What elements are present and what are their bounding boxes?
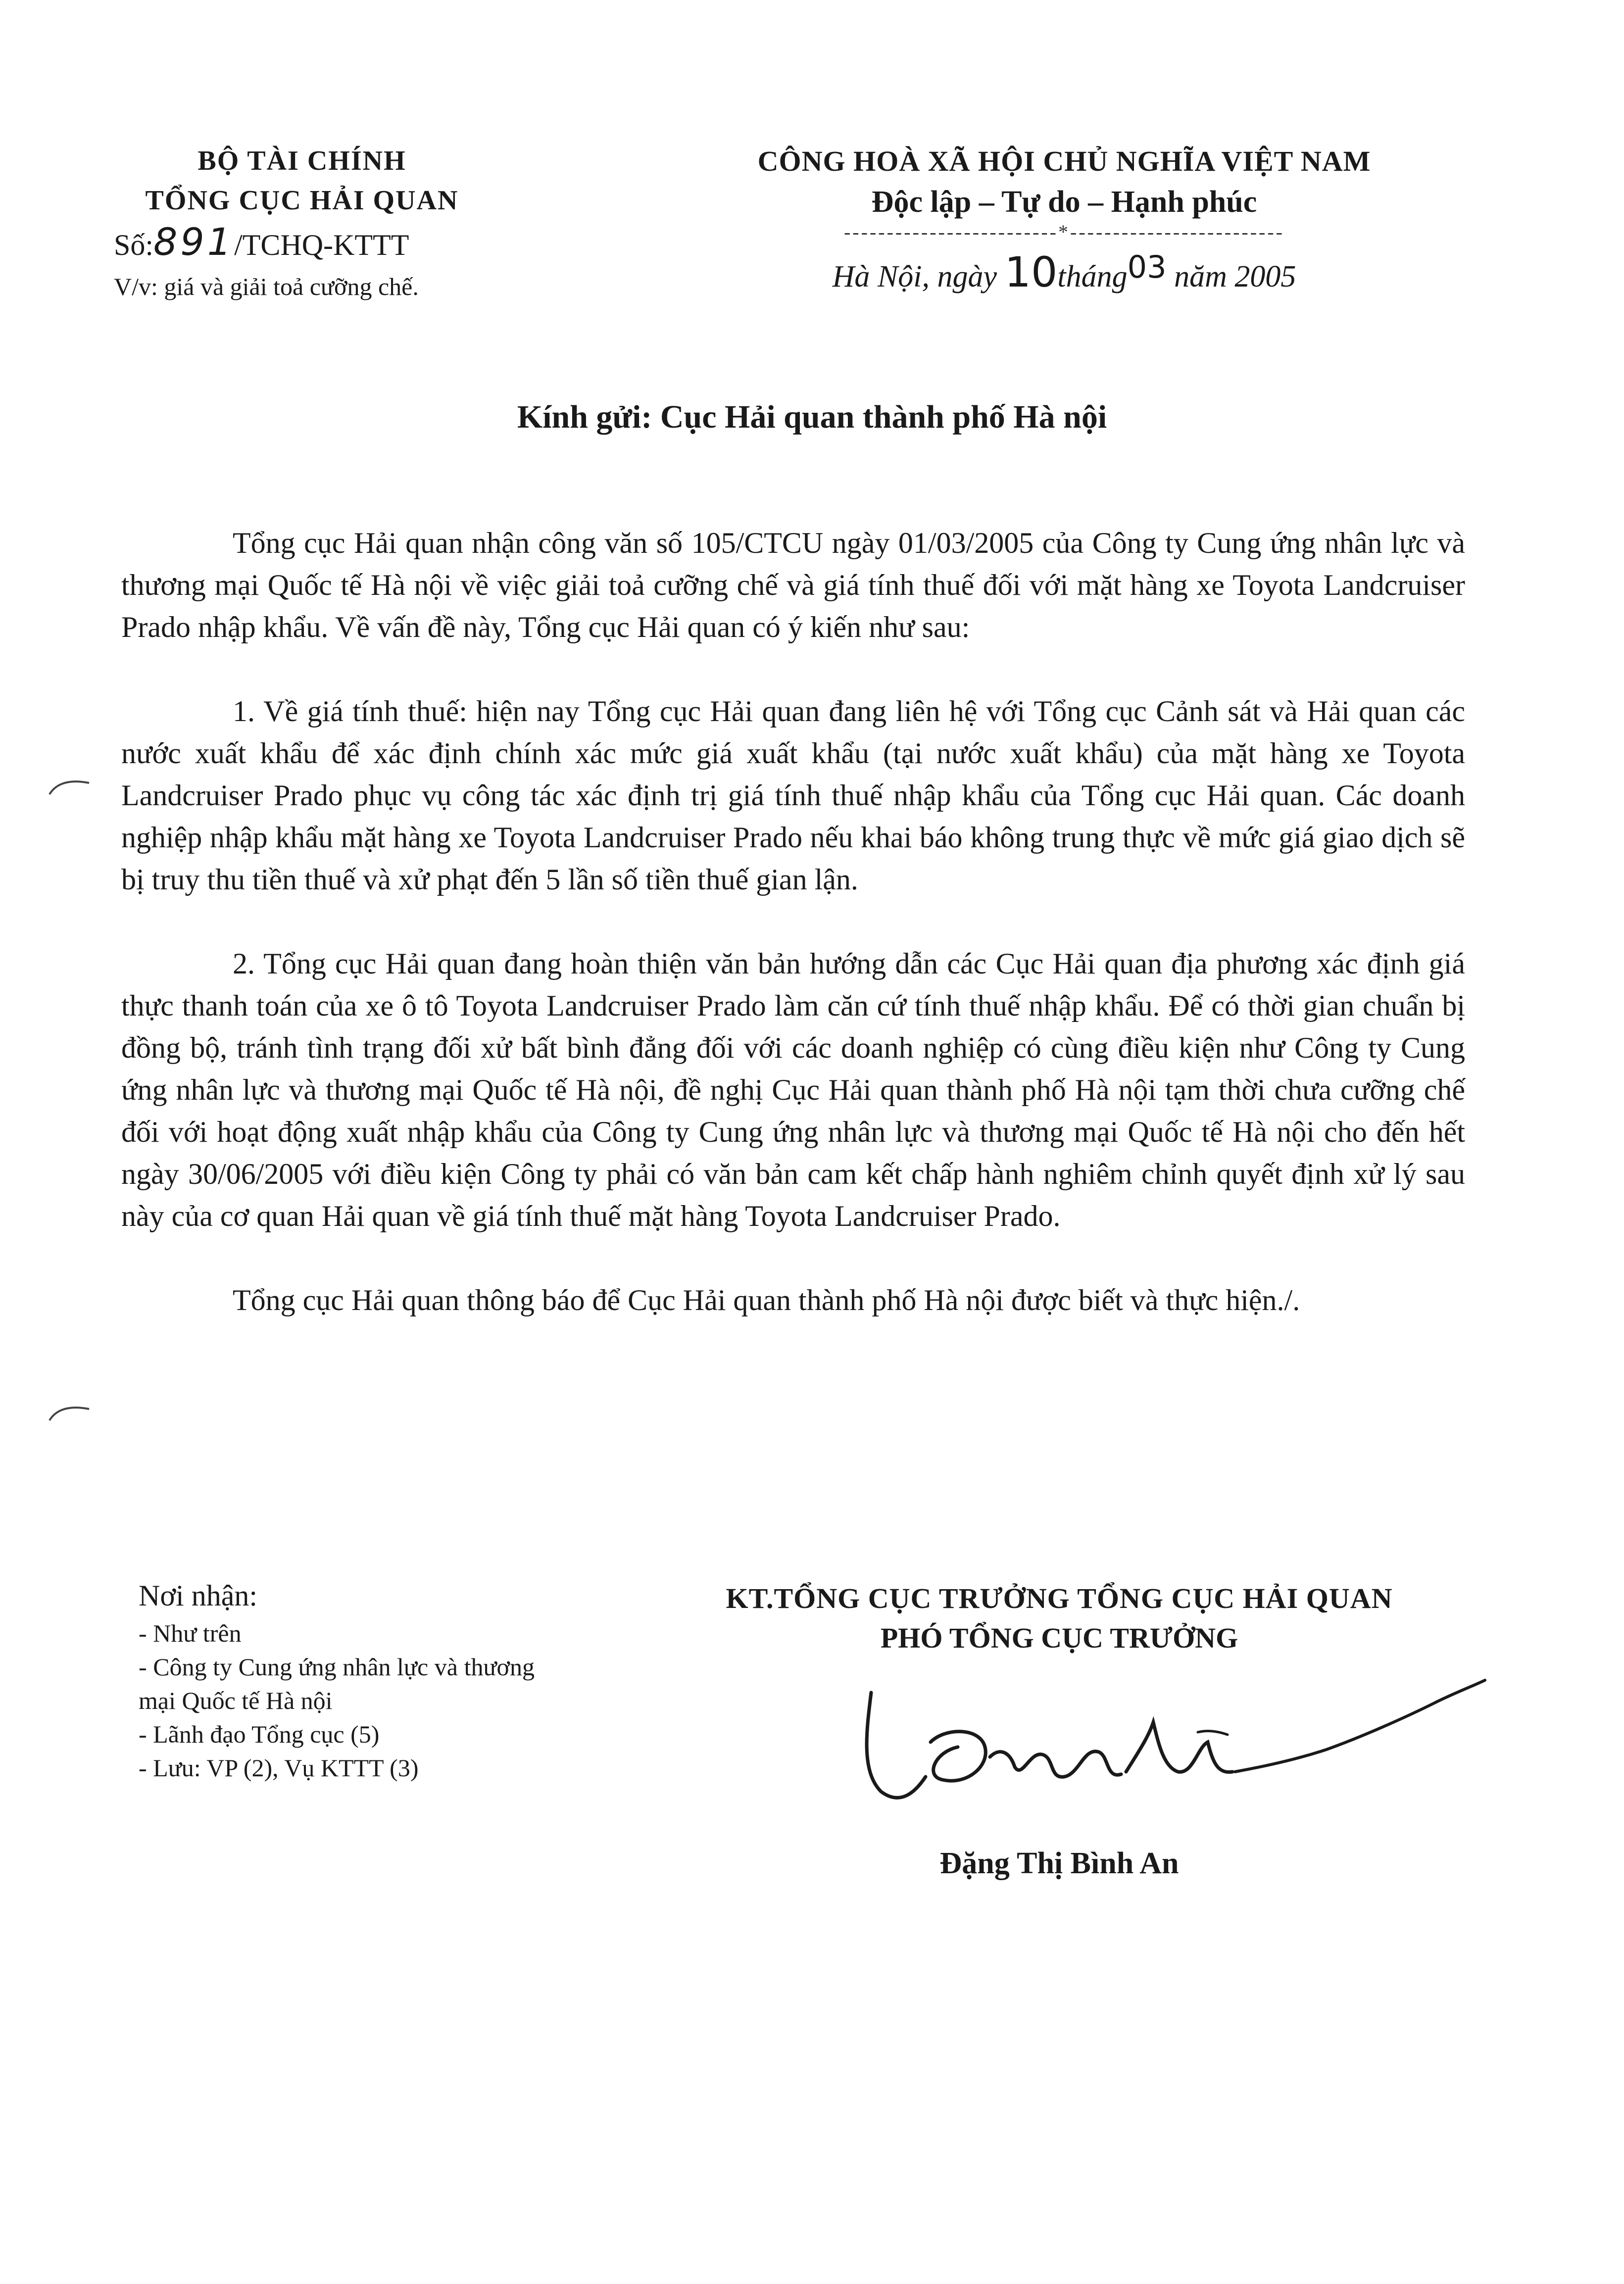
- recipients-block: [139, 1579, 535, 1785]
- date-prefix: Hà Nội, ngày: [832, 260, 997, 293]
- scan-mark-icon: [47, 777, 92, 797]
- recipient-item: - Như trên: [139, 1619, 242, 1647]
- recipient-item: - Lưu: VP (2), Vụ KTTT (3): [139, 1754, 419, 1782]
- recipient-item: - Lãnh đạo Tổng cục (5): [139, 1720, 380, 1748]
- document-number-handwritten: 891: [153, 220, 235, 264]
- national-header: [688, 141, 1440, 297]
- ministry-name: BỘ TÀI CHÍNH: [197, 146, 406, 176]
- body-paragraph-2: 2. Tổng cục Hải quan đang hoàn thiện văn bản hướng dẫn các Cục Hải quan địa phương xác định giá thực thanh toán của xe ô tô Toyota Landcruiser Prado làm căn cứ tính thuế nhập khẩu. Để có thời gian chuẩn bị đồng bộ, tránh tình trạng đối xử bất bình đẳng đối với các doanh nghiệp có cùng điều kiện như Công ty Cung ứng nhân lực và thương mại Quốc tế Hà nội, đề nghị Cục Hải quan thành phố Hà nội tạm thời chưa cưỡng chế đối với hoạt động xuất nhập khẩu của Công ty Cung ứng nhân lực và thương mại Quốc tế Hà nội cho đến hết ngày 30/06/2005 với điều kiện Công ty phải có văn bản cam kết chấp hành nghiêm chỉnh quyết định xử lý sau này của cơ quan Hải quan về giá tính thuế mặt hàng Toyota Landcruiser Prado.: [121, 947, 1465, 1232]
- republic-name: CÔNG HOÀ XÃ HỘI CHỦ NGHĨA VIỆT NAM: [757, 145, 1371, 177]
- document-number-suffix: /TCHQ-KTTT: [234, 229, 409, 261]
- document-number-prefix: Số:: [114, 229, 154, 261]
- body-paragraph-closing: Tổng cục Hải quan thông báo để Cục Hải quan thành phố Hà nội được biết và thực hiện./.: [233, 1284, 1300, 1316]
- handwritten-signature: [851, 1673, 1495, 1821]
- letter-body: [121, 522, 1465, 1321]
- addressee-line: Kính gửi: Cục Hải quan thành phố Hà nội: [517, 399, 1107, 435]
- document-subject: V/v: giá và giải toả cưỡng chế.: [114, 273, 419, 300]
- date-month: 03: [1127, 249, 1167, 285]
- signer-name: Đặng Thị Bình An: [939, 1847, 1179, 1880]
- body-paragraph-intro: Tổng cục Hải quan nhận công văn số 105/CTCU ngày 01/03/2005 của Công ty Cung ứng nhân lực và thương mại Quốc tế Hà nội về việc giải toả cưỡng chế và giá tính thuế đối với mặt hàng xe Toyota Landcruiser Prado nhập khẩu. Về vấn đề này, Tổng cục Hải quan có ý kiến như sau:: [121, 527, 1465, 643]
- scan-mark-icon: [47, 1403, 92, 1423]
- signer-block: [639, 1579, 1480, 1658]
- header-separator: -------------------------*-------------------------: [843, 221, 1284, 243]
- date-month-label: tháng: [1057, 260, 1128, 293]
- recipient-item: - Công ty Cung ứng nhân lực và thương mại Quốc tế Hà nội: [139, 1653, 535, 1714]
- recipients-title: Nơi nhận:: [139, 1579, 258, 1612]
- national-motto: Độc lập – Tự do – Hạnh phúc: [871, 185, 1257, 219]
- date-day: 10: [1004, 248, 1058, 296]
- body-paragraph-1: 1. Về giá tính thuế: hiện nay Tổng cục Hải quan đang liên hệ với Tổng cục Cảnh sát và Hải quan các nước xuất khẩu để xác định chính xác mức giá xuất khẩu (tại nước xuất khẩu) của mặt hàng xe Toyota Landcruiser Prado phục vụ công tác xác định trị giá tính thuế nhập khẩu của Tổng cục Hải quan. Các doanh nghiệp nhập khẩu mặt hàng xe Toyota Landcruiser Prado nếu khai báo không trung thực về mức giá giao dịch sẽ bị truy thu tiền thuế và xử phạt đến 5 lần số tiền thuế gian lận.: [121, 695, 1465, 896]
- date-year: năm 2005: [1174, 260, 1296, 293]
- signer-position: PHÓ TỔNG CỤC TRƯỞNG: [880, 1622, 1238, 1654]
- signer-authority: KT.TỔNG CỤC TRƯỞNG TỔNG CỤC HẢI QUAN: [726, 1582, 1393, 1614]
- document-date: [688, 247, 1440, 297]
- issuer-block: [114, 141, 559, 306]
- department-name: TỔNG CỤC HẢI QUAN: [145, 185, 459, 216]
- document-number: [114, 222, 559, 265]
